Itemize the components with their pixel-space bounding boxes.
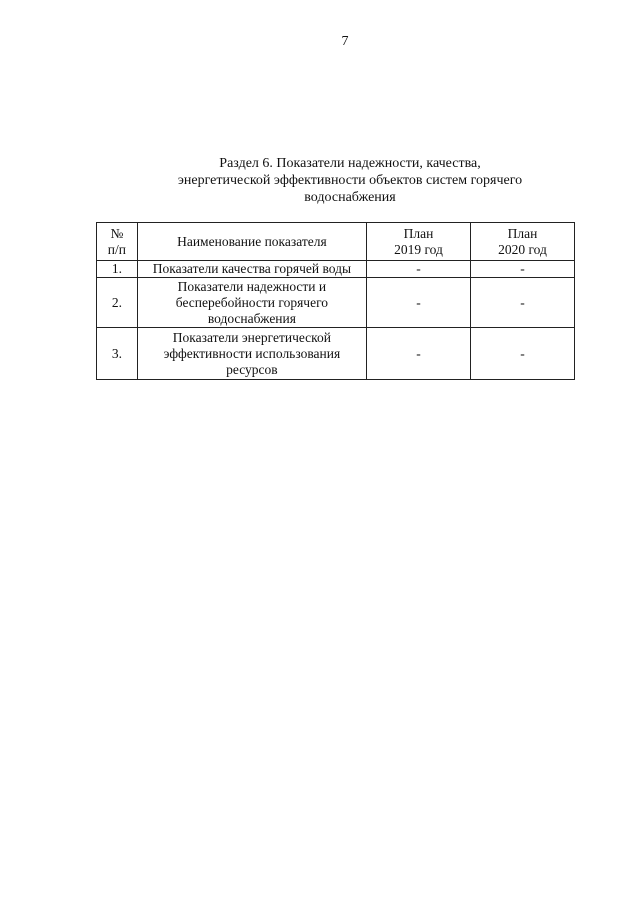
row-plan-2020: - <box>470 278 574 328</box>
header-plan-2019-line-2: 2019 год <box>394 241 443 257</box>
section-title-line-1: Раздел 6. Показатели надежности, качества, <box>219 156 481 171</box>
section-title-line-2: энергетической эффективности объектов систем горячего <box>177 173 523 188</box>
row-indicator-name <box>137 278 366 328</box>
table-row <box>97 261 575 278</box>
row-plan-2020: - <box>470 261 574 278</box>
row-indicator-name-line: Показатели энергетической <box>172 329 332 345</box>
header-plan-2020-line-1: План <box>507 225 538 241</box>
header-plan-2020-line-2: 2020 год <box>498 241 547 257</box>
table-row <box>97 278 575 328</box>
row-plan-2020: - <box>470 328 574 380</box>
row-number: 1. <box>97 261 138 278</box>
row-indicator-name <box>137 328 366 380</box>
row-indicator-name-line: бесперебойности горячего <box>175 294 329 310</box>
page-number: 7 <box>341 34 349 49</box>
row-plan-2019: - <box>367 328 471 380</box>
section-title <box>140 155 560 206</box>
header-plan-2019-line-1: План <box>403 225 434 241</box>
row-plan-2019: - <box>367 261 471 278</box>
row-indicator-name-line: Показатели надежности и <box>177 278 327 294</box>
row-indicator-name-line: Показатели качества горячей воды <box>152 261 352 276</box>
row-plan-2019: - <box>367 278 471 328</box>
header-number <box>97 223 138 261</box>
header-plan-2019 <box>367 223 471 261</box>
row-indicator-name-line: ресурсов <box>226 361 278 377</box>
header-indicator-name: Наименование показателя <box>137 223 366 261</box>
section-title-line-3: водоснабжения <box>304 190 396 205</box>
table-row <box>97 328 575 380</box>
row-indicator-name-line: водоснабжения <box>207 310 296 326</box>
header-number-line-2: п/п <box>107 241 126 257</box>
row-indicator-name-line: эффективности использования <box>163 345 341 361</box>
row-number: 3. <box>97 328 138 380</box>
table-header-row <box>97 223 575 261</box>
row-indicator-name <box>137 261 366 278</box>
indicators-table <box>96 222 575 380</box>
row-number: 2. <box>97 278 138 328</box>
header-plan-2020 <box>470 223 574 261</box>
header-number-line-1: № <box>110 225 124 241</box>
